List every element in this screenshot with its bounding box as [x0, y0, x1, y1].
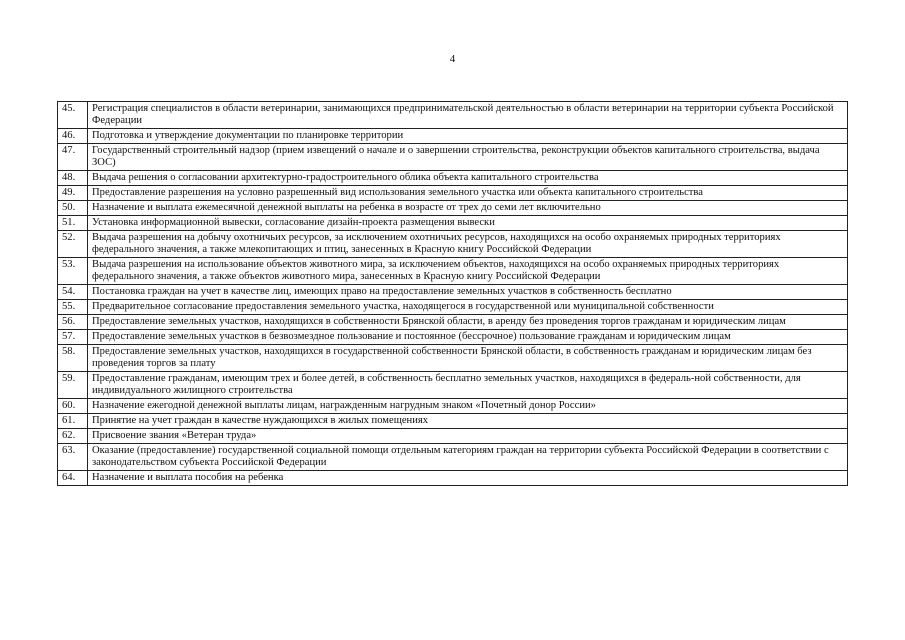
- row-number: 64.: [58, 471, 88, 486]
- table-row: [58, 471, 848, 486]
- row-text: Предоставление земельных участков в безвозмездное пользование и постоянное (бессрочное) пользование гражданам и юридическим лицам: [88, 330, 848, 345]
- table-row: [58, 315, 848, 330]
- row-text: Назначение и выплата пособия на ребенка: [88, 471, 848, 486]
- row-text: Государственный строительный надзор (прием извещений о начале и о завершении строительства, реконструкции объектов капитального строительства, выдача ЗОС): [88, 144, 848, 171]
- table-row: [58, 399, 848, 414]
- row-number: 58.: [58, 345, 88, 372]
- row-number: 51.: [58, 216, 88, 231]
- row-text: Назначение и выплата ежемесячной денежной выплаты на ребенка в возрасте от трех до семи лет включительно: [88, 201, 848, 216]
- table-row: [58, 144, 848, 171]
- row-text: Подготовка и утверждение документации по планировке территории: [88, 129, 848, 144]
- row-text: Присвоение звания «Ветеран труда»: [88, 429, 848, 444]
- row-text: Регистрация специалистов в области ветеринарии, занимающихся предпринимательской деятельностью в области ветеринарии на территории субъекта Российской Федерации: [88, 102, 848, 129]
- table-row: [58, 216, 848, 231]
- table-row: [58, 429, 848, 444]
- table-row: [58, 444, 848, 471]
- row-text: Постановка граждан на учет в качестве лиц, имеющих право на предоставление земельных участков в собственность бесплатно: [88, 285, 848, 300]
- table-row: [58, 231, 848, 258]
- table-row: [58, 171, 848, 186]
- table-row: [58, 414, 848, 429]
- table-row: [58, 330, 848, 345]
- row-text: Выдача разрешения на добычу охотничьих ресурсов, за исключением охотничьих ресурсов, находящихся на особо охраняемых природных территориях федерального значения, а также млекопитающих и птиц, занесенных в Красную книгу Российской Федерации: [88, 231, 848, 258]
- table-row: [58, 285, 848, 300]
- table-row: [58, 201, 848, 216]
- table-row: [58, 345, 848, 372]
- row-number: 53.: [58, 258, 88, 285]
- row-number: 63.: [58, 444, 88, 471]
- table-row: [58, 300, 848, 315]
- table-row: [58, 186, 848, 201]
- row-text: Выдача разрешения на использование объектов животного мира, за исключением объектов, находящихся на особо охраняемых природных территориях федерального значения, а также объектов животного мира, занесенных в Красную книгу Российской Федерации: [88, 258, 848, 285]
- row-number: 60.: [58, 399, 88, 414]
- row-text: Назначение ежегодной денежной выплаты лицам, награжденным нагрудным знаком «Почетный донор России»: [88, 399, 848, 414]
- row-text: Предоставление разрешения на условно разрешенный вид использования земельного участка или объекта капитального строительства: [88, 186, 848, 201]
- page-number: 4: [449, 53, 456, 65]
- table-row: [58, 129, 848, 144]
- row-text: Предоставление земельных участков, находящихся в собственности Брянской области, в аренду без проведения торгов гражданам и юридическим лицам: [88, 315, 848, 330]
- row-text: Оказание (предоставление) государственной социальной помощи отдельным категориям граждан на территории субъекта Российской Федерации в соответствии с законодательством субъекта Российской Федерации: [88, 444, 848, 471]
- row-text: Предоставление земельных участков, находящихся в государственной собственности Брянской области, в собственность гражданам и юридическим лицам без проведения торгов за плату: [88, 345, 848, 372]
- row-number: 57.: [58, 330, 88, 345]
- row-number: 59.: [58, 372, 88, 399]
- row-text: Выдача решения о согласовании архитектурно-градостроительного облика объекта капитального строительства: [88, 171, 848, 186]
- row-text: Установка информационной вывески, согласование дизайн-проекта размещения вывески: [88, 216, 848, 231]
- row-number: 50.: [58, 201, 88, 216]
- row-number: 55.: [58, 300, 88, 315]
- row-number: 52.: [58, 231, 88, 258]
- row-text: Принятие на учет граждан в качестве нуждающихся в жилых помещениях: [88, 414, 848, 429]
- table-row: [58, 102, 848, 129]
- row-number: 46.: [58, 129, 88, 144]
- row-text: Предоставление гражданам, имеющим трех и более детей, в собственность бесплатно земельных участков, находящихся в федераль-ной собственности, для индивидуального жилищного строительства: [88, 372, 848, 399]
- table-row: [58, 258, 848, 285]
- row-number: 61.: [58, 414, 88, 429]
- row-number: 45.: [58, 102, 88, 129]
- row-number: 48.: [58, 171, 88, 186]
- row-text: Предварительное согласование предоставления земельного участка, находящегося в государственной или муниципальной собственности: [88, 300, 848, 315]
- row-number: 47.: [58, 144, 88, 171]
- table-row: [58, 372, 848, 399]
- row-number: 56.: [58, 315, 88, 330]
- row-number: 49.: [58, 186, 88, 201]
- services-table: [57, 101, 848, 486]
- row-number: 54.: [58, 285, 88, 300]
- row-number: 62.: [58, 429, 88, 444]
